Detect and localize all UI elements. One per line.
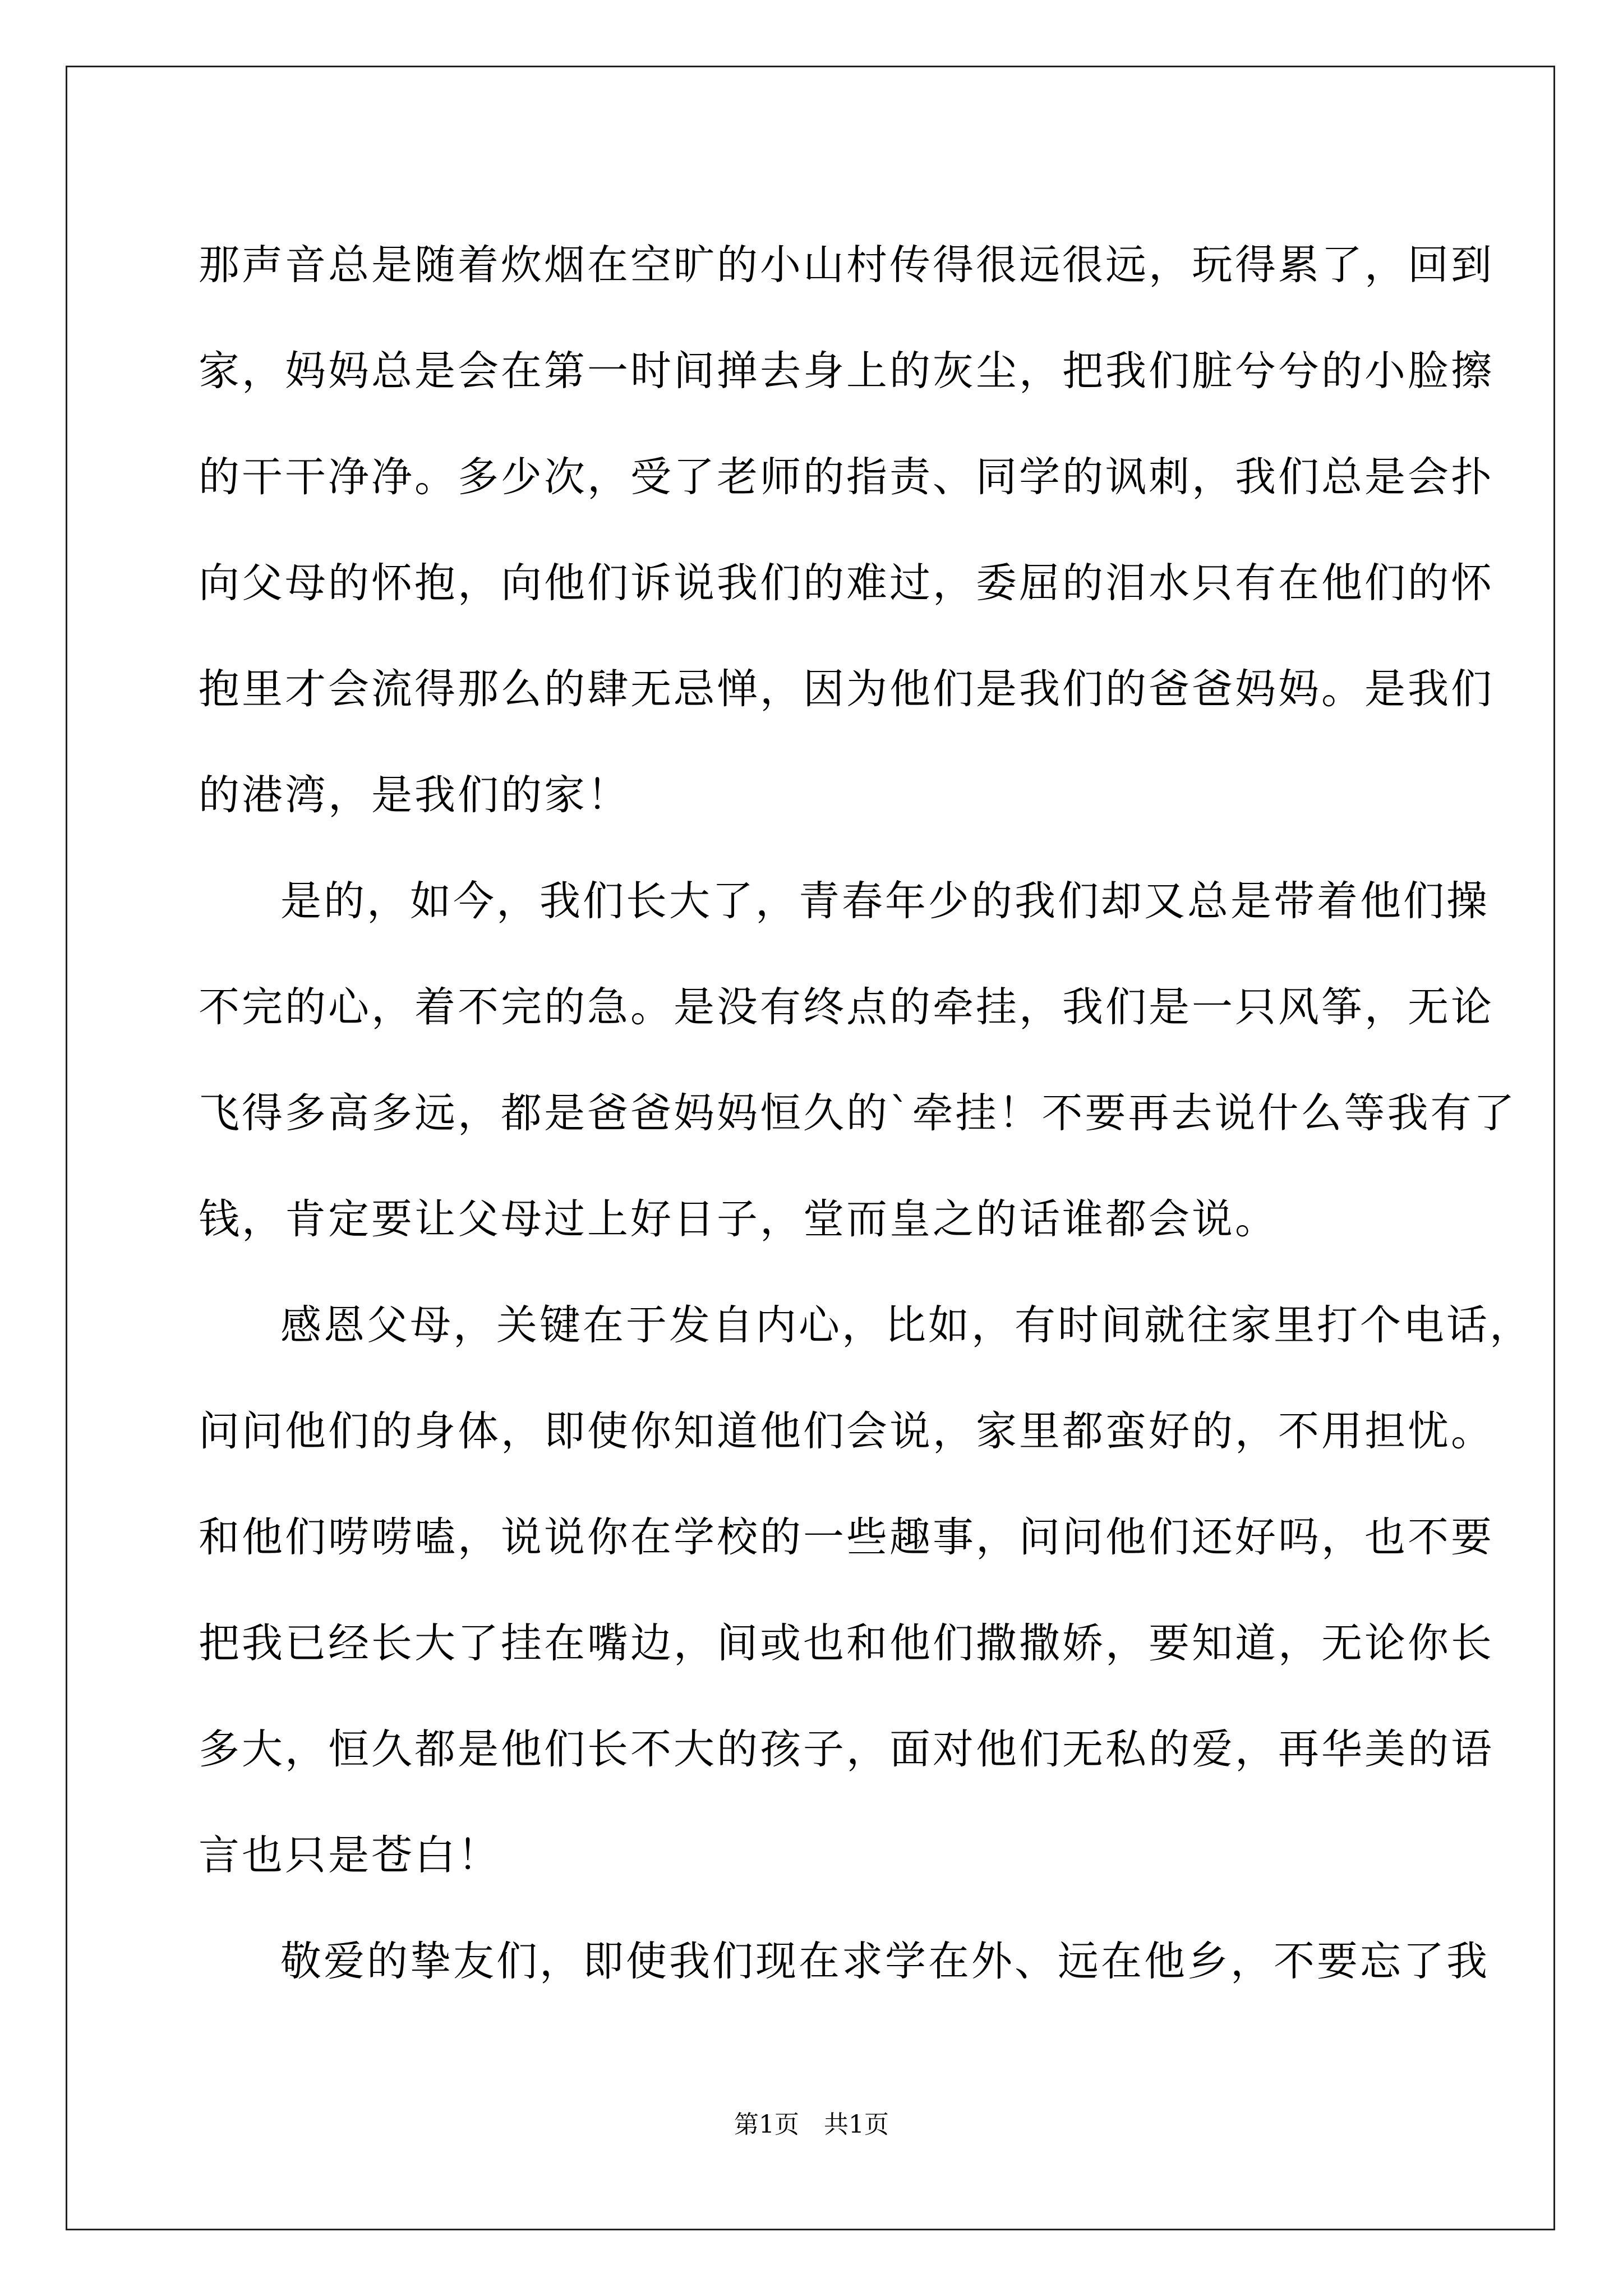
text-line: 的港湾，是我们的家！ [199, 771, 630, 819]
paragraph-first-line: 敬爱的挚友们，即使我们现在求学在外、远在他乡，不要忘了我 [280, 1938, 1490, 1985]
text-line: 言也只是苍白！ [199, 1832, 501, 1879]
text-line: 不完的心，着不完的急。是没有终点的牵挂，我们是一只风筝，无论 [199, 983, 1494, 1031]
document-body [199, 212, 1533, 2014]
text-line: 多大，恒久都是他们长不大的孩子，面对他们无私的爱，再华美的语 [199, 1726, 1494, 1773]
paragraph-first-line: 是的，如今，我们长大了，青春年少的我们却又总是带着他们操 [280, 877, 1490, 925]
text-line: 和他们唠唠嗑，说说你在学校的一些趣事，问问他们还好吗，也不要 [199, 1513, 1494, 1561]
text-line: 向父母的怀抱，向他们诉说我们的难过，委屈的泪水只有在他们的怀 [199, 559, 1494, 607]
text-line: 把我已经长大了挂在嘴边，间或也和他们撒撒娇，要知道，无论你长 [199, 1619, 1494, 1667]
text-line: 那声音总是随着炊烟在空旷的小山村传得很远很远，玩得累了，回到 [199, 241, 1494, 289]
text-line: 家，妈妈总是会在第一时间掸去身上的灰尘，把我们脏兮兮的小脸擦 [199, 347, 1494, 395]
text-line: 的干干净净。多少次，受了老师的指责、同学的讽刺，我们总是会扑 [199, 453, 1494, 501]
paragraph-first-line: 感恩父母，关键在于发自内心，比如，有时间就往家里打个电话， [280, 1301, 1533, 1349]
text-line: 问问他们的身体，即使你知道他们会说，家里都蛮好的，不用担忧。 [199, 1407, 1494, 1455]
text-line: 抱里才会流得那么的肆无忌惮，因为他们是我们的爸爸妈妈。是我们 [199, 665, 1494, 713]
page-total: 共1页 [824, 2110, 889, 2139]
page-footer [0, 2108, 1623, 2142]
page-number: 第1页 [734, 2110, 799, 2139]
text-line: 飞得多高多远，都是爸爸妈妈恒久的`牵挂！不要再去说什么等我有了 [199, 1089, 1517, 1137]
text-line: 钱，肯定要让父母过上好日子，堂而皇之的话谁都会说。 [199, 1195, 1278, 1243]
